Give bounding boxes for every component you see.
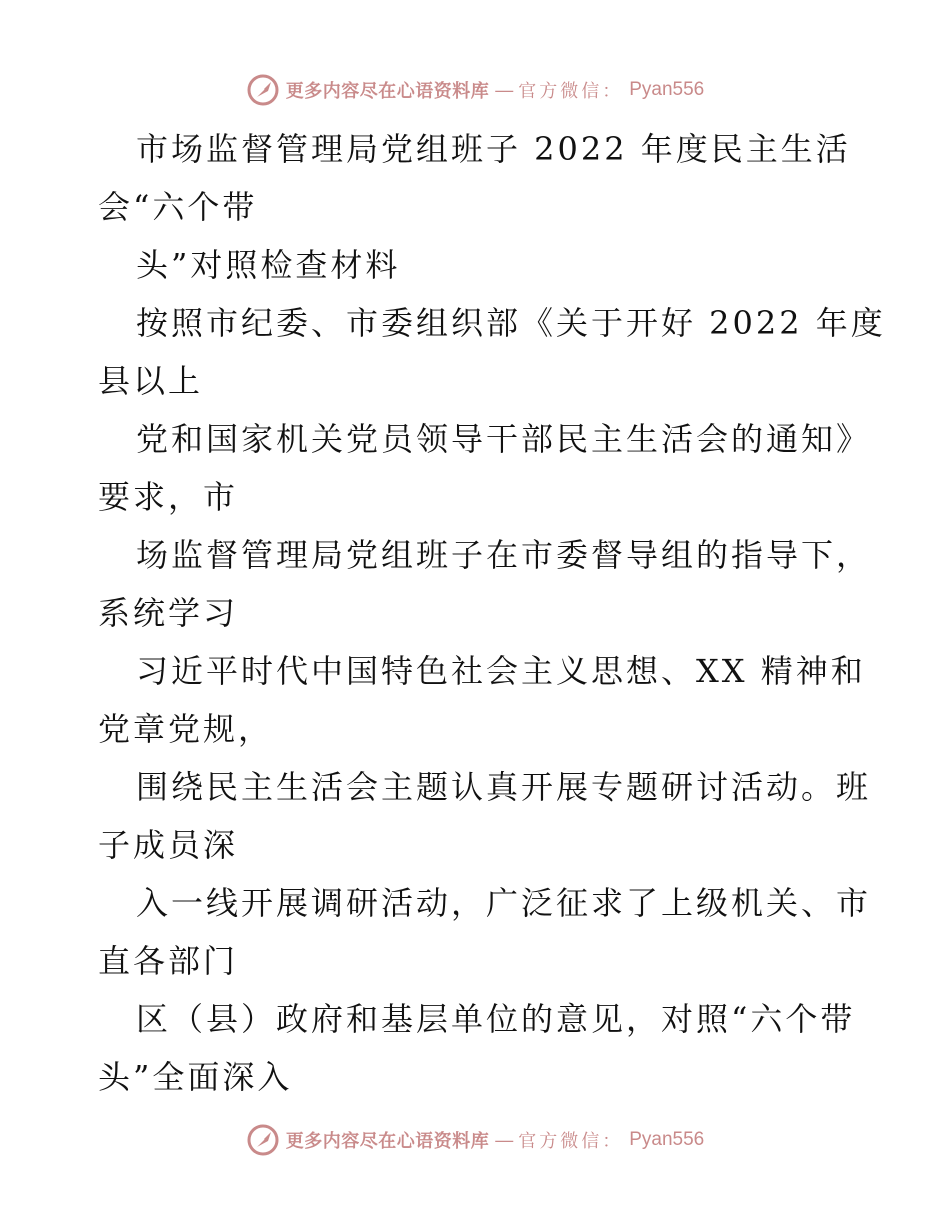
header-watermark (0, 70, 950, 110)
text-line: 场监督管理局党组班子在市委督导组的指导下， (136, 536, 872, 574)
text-line: 市场监督管理局党组班子 2022 年度民主生活 (136, 130, 851, 168)
text-line: 要求，市 (98, 478, 239, 516)
watermark-slogan: 更多内容尽在心语资料库 (285, 1131, 490, 1152)
text-line: 区（县）政府和基层单位的意见，对照“六个带 (136, 1000, 856, 1038)
text-line: 头”对照检查材料 (136, 246, 401, 284)
watermark-wechat-id: Pyan556 (629, 1129, 705, 1150)
text-line: 头”全面深入 (98, 1058, 293, 1096)
text-line: 县以上 (98, 362, 204, 400)
text-line: 入一线开展调研活动，广泛征求了上级机关、市 (136, 884, 872, 922)
text-line: 会“六个带 (98, 188, 258, 226)
text-line: 系统学习 (98, 594, 239, 632)
watermark-separator: — (495, 79, 513, 100)
watermark-wechat-id: Pyan556 (629, 79, 705, 100)
watermark-slogan: 更多内容尽在心语资料库 (285, 81, 490, 102)
text-line: 子成员深 (98, 826, 239, 864)
text-line: 围绕民主生活会主题认真开展专题研讨活动。班 (136, 768, 872, 806)
watermark-wechat-label: 官方微信： (518, 81, 624, 102)
quill-logo-icon (246, 73, 280, 107)
text-line: 党章党规， (98, 710, 274, 748)
footer-watermark (0, 1120, 950, 1160)
text-line: 直各部门 (98, 942, 239, 980)
text-line: 党和国家机关党员领导干部民主生活会的通知》 (136, 420, 872, 458)
document-body (98, 120, 898, 1106)
text-line: 按照市纪委、市委组织部《关于开好 2022 年度 (136, 304, 886, 342)
watermark-separator: — (495, 1129, 513, 1150)
quill-logo-icon (246, 1123, 280, 1157)
watermark-wechat-label: 官方微信： (518, 1131, 624, 1152)
text-line: 习近平时代中国特色社会主义思想、XX 精神和 (136, 652, 866, 690)
